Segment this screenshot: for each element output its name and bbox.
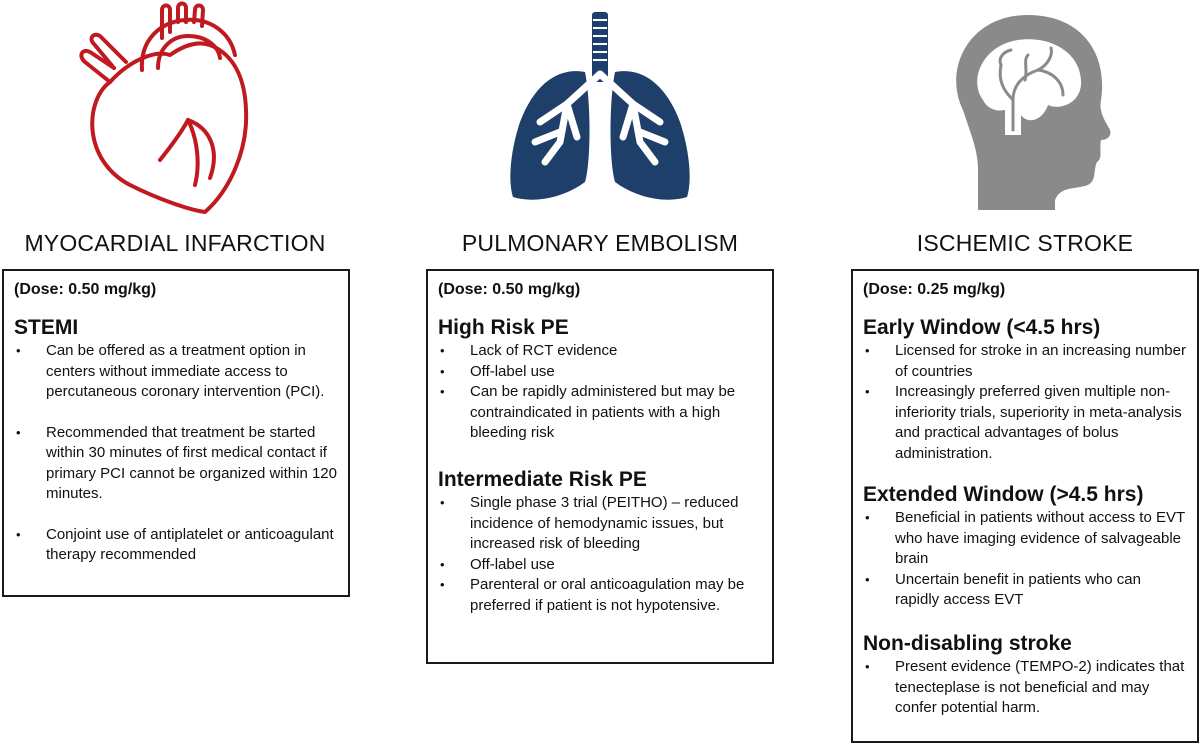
section-heading: High Risk PE <box>438 316 569 339</box>
stroke-info-box <box>851 269 1199 743</box>
section-early-window <box>863 315 1189 464</box>
list-item: • Can be rapidly administered but may be contraindicated in patients with a high bleeding risk <box>438 382 764 444</box>
bullet-list <box>863 657 1189 719</box>
list-item: • Parenteral or oral anticoagulation may be preferred if patient is not hypotensive. <box>438 575 764 616</box>
list-item: • Increasingly preferred given multiple non-inferiority trials, superiority in meta-analysis and practical advantages of bolus administration. <box>863 382 1189 464</box>
pe-info-box <box>426 269 774 664</box>
bullet-list <box>14 341 340 566</box>
section-heading: Intermediate Risk PE <box>438 468 647 491</box>
section-heading: Early Window (<4.5 hrs) <box>863 316 1101 339</box>
section-extended-window <box>863 482 1189 611</box>
dose-label: (Dose: 0.50 mg/kg) <box>438 281 581 298</box>
list-item: • Licensed for stroke in an increasing number of countries <box>863 341 1189 382</box>
list-item: • Present evidence (TEMPO-2) indicates that tenecteplase is not beneficial and may confer potential harm. <box>863 657 1189 719</box>
section-non-disabling-stroke <box>863 631 1189 719</box>
bullet-list <box>438 341 764 444</box>
heart-icon <box>70 0 260 215</box>
lungs-icon <box>505 12 695 204</box>
column-title-stroke: ISCHEMIC STROKE <box>916 230 1134 256</box>
list-item: • Lack of RCT evidence <box>438 341 764 362</box>
section-heading: Extended Window (>4.5 hrs) <box>863 483 1144 506</box>
list-item: • Can be offered as a treatment option in centers without immediate access to percutaneous coronary intervention (PCI). <box>14 341 340 403</box>
section-heading: Non-disabling stroke <box>863 632 1072 655</box>
column-title-pe: PULMONARY EMBOLISM <box>461 230 739 256</box>
dose-label: (Dose: 0.50 mg/kg) <box>14 281 157 298</box>
section-high-risk-pe <box>438 315 764 444</box>
bullet-list <box>438 493 764 616</box>
section-heading: STEMI <box>14 316 79 339</box>
section-intermediate-risk-pe <box>438 467 764 616</box>
bullet-list <box>863 508 1189 611</box>
list-item: • Beneficial in patients without access to EVT who have imaging evidence of salvageable brain <box>863 508 1189 570</box>
head-brain-icon <box>943 10 1113 210</box>
mi-info-box <box>2 269 350 597</box>
list-item: • Conjoint use of antiplatelet or anticoagulant therapy recommended <box>14 525 340 566</box>
column-title-mi: MYOCARDIAL INFARCTION <box>24 230 326 256</box>
section-stemi <box>14 315 340 566</box>
list-item: • Recommended that treatment be started within 30 minutes of first medical contact if primary PCI cannot be organized within 120 minutes. <box>14 423 340 505</box>
list-item: • Off-label use <box>438 555 764 576</box>
bullet-list <box>863 341 1189 464</box>
list-item: • Off-label use <box>438 362 764 383</box>
list-item: • Uncertain benefit in patients who can rapidly access EVT <box>863 570 1189 611</box>
list-item: • Single phase 3 trial (PEITHO) – reduced incidence of hemodynamic issues, but increased risk of bleeding <box>438 493 764 555</box>
dose-label: (Dose: 0.25 mg/kg) <box>863 281 1006 298</box>
